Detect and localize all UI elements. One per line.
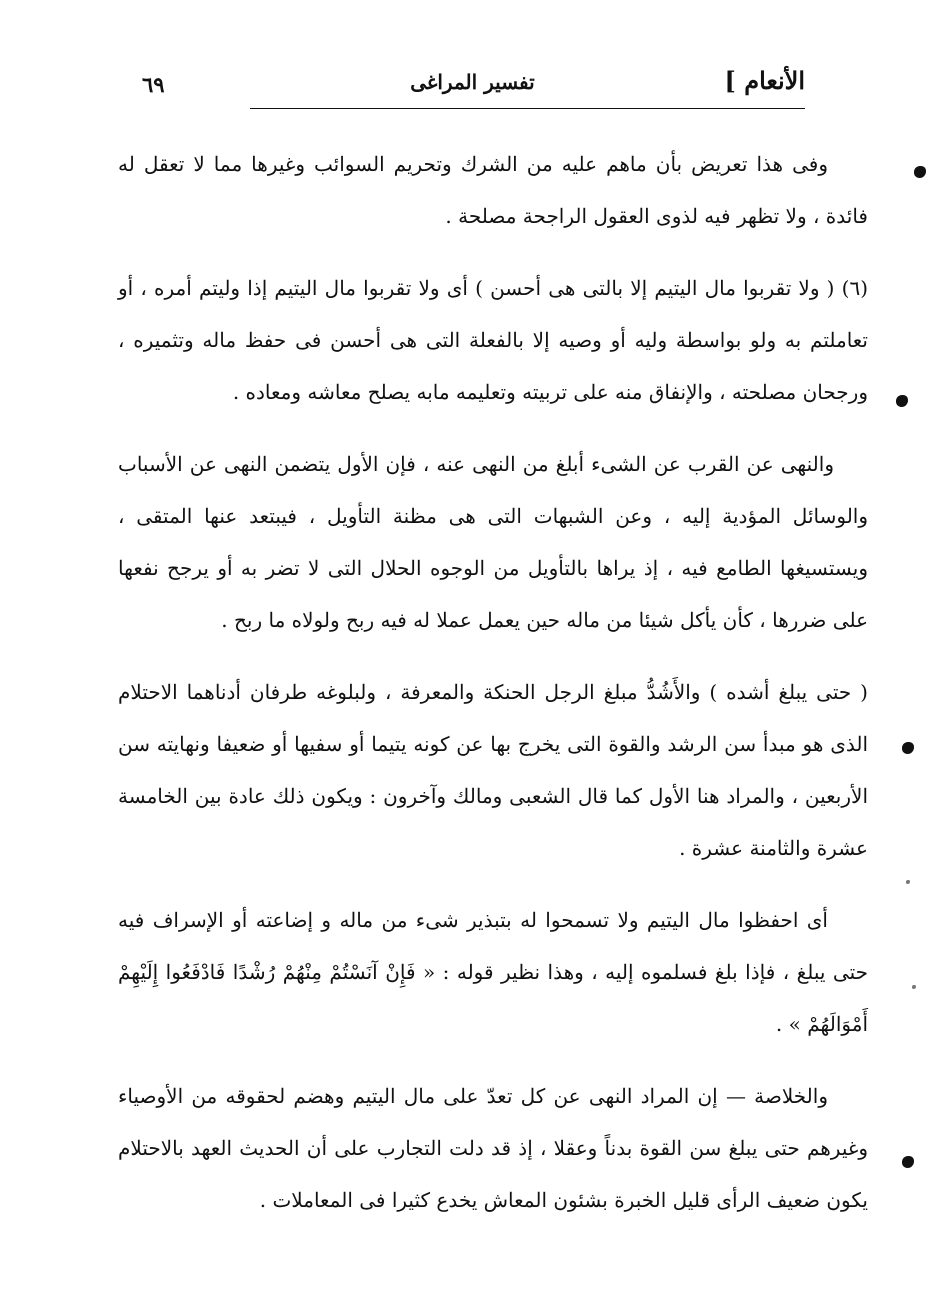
scan-speck xyxy=(896,395,908,407)
paragraph-2: (٦) ( ولا تقربوا مال اليتيم إلا بالتى هى أحسن ) أى ولا تقربوا مال اليتيم إذا وليتم أمره ، أو تعاملتم به ولو بواسطة وليه أو وصيه إلا بالفعلة التى هى أحسن فى حفظ ماله وتثميره ، ورجحان مصلحته ، والإنفاق منه على تربيته وتعليمه مابه يصلح معاشه ومعاده . xyxy=(118,276,868,404)
page-header xyxy=(140,62,805,102)
scan-speck xyxy=(912,985,916,989)
paragraph-5: أى احفظوا مال اليتيم ولا تسمحوا له بتبذير شىء من ماله و إضاعته أو الإسراف فيه حتى يبلغ ، فإذا بلغ فسلموه إليه ، وهذا نظير قوله : « فَإِنْ آنَسْتُمْ مِنْهُمْ رُشْدًا فَادْفَعُوا إِلَيْهِمْ أَمْوَالَهُمْ » . xyxy=(118,908,868,1036)
paragraph-6: والخلاصة — إن المراد النهى عن كل تعدّ على مال اليتيم وهضم لحقوقه من الأوصياء وغيرهم حتى يبلغ سن القوة بدناً وعقلا ، إذ قد دلت التجارب على أن الحديث العهد بالاحتلام يكون ضعيف الرأى قليل الخبرة بشئون المعاش يخدع كثيرا فى المعاملات . xyxy=(118,1084,868,1212)
chapter-name: الأنعام ] xyxy=(724,66,805,95)
scan-speck xyxy=(902,742,914,754)
scan-speck xyxy=(902,1156,914,1168)
page-number: ٦٩ xyxy=(142,72,165,97)
scan-speck xyxy=(914,166,926,178)
paragraph-4: ( حتى يبلغ أشده ) والأَشُدُّ مبلغ الرجل الحنكة والمعرفة ، ولبلوغه طرفان أدناهما الاحتلام الذى هو مبدأ سن الرشد والقوة التى يخرج بها عن كونه يتيما أو سفيها أو ضعيفا ونهايته سن الأربعين ، والمراد هنا الأول كما قال الشعبى ومالك وآخرون : ويكون ذلك عادة بين الخامسة عشرة والثامنة عشرة . xyxy=(118,680,869,860)
book-title: تفسير المراغى xyxy=(410,70,535,94)
paragraph-1: وفى هذا تعريض بأن ماهم عليه من الشرك وتحريم السوائب وغيرها مما لا تعقل له فائدة ، ولا تظهر فيه لذوى العقول الراجحة مصلحة . xyxy=(118,152,868,228)
header-rule xyxy=(250,108,805,109)
page-body xyxy=(118,138,868,1246)
scan-speck xyxy=(906,880,910,884)
paragraph-3: والنهى عن القرب عن الشىء أبلغ من النهى عنه ، فإن الأول يتضمن النهى عن الأسباب والوسائل المؤدية إليه ، وعن الشبهات التى هى مظنة التأويل ، فيبتعد عنها المتقى ، ويستسيغها الطامع فيه ، إذ يراها بالتأويل من الوجوه الحلال التى لا تضر به أو يرجح نفعها على ضررها ، كأن يأكل شيئا من ماله حين يعمل عملا له فيه ربح ولولاه ما ربح . xyxy=(118,452,868,632)
